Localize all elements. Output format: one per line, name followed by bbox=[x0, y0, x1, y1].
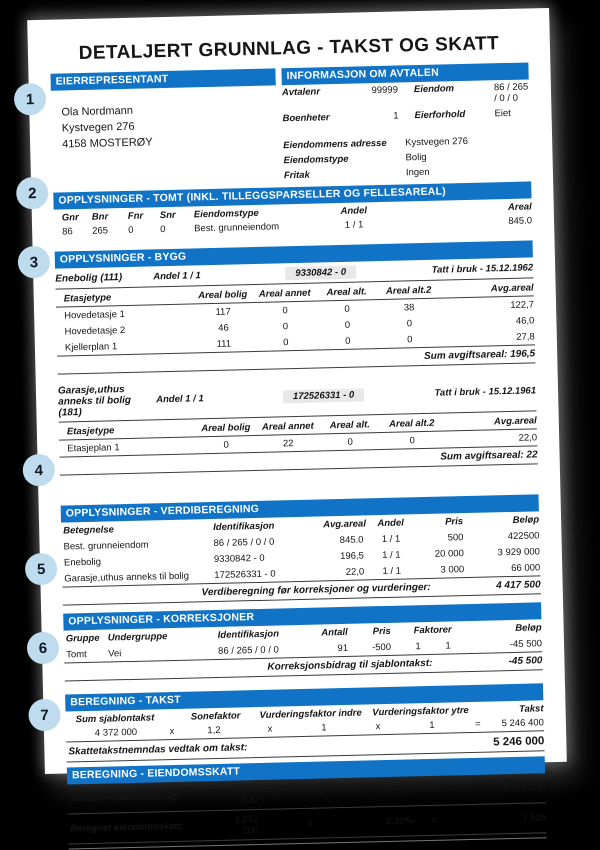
eiendom-label: Eiendom bbox=[413, 83, 455, 96]
cell: 70% bbox=[306, 787, 327, 799]
annotation-badge-3: 3 bbox=[18, 246, 51, 279]
cell: 3 272 200 bbox=[234, 813, 259, 836]
col-header: Areal bolig bbox=[201, 422, 251, 435]
tomt-header-bar: OPPLYSNINGER - TOMT (INKL. TILLEGGSPARSELLER OG FELLESAREAL) bbox=[53, 181, 531, 209]
cell: 86 / 265 / 0 / 0 bbox=[217, 644, 279, 657]
avtalenr-value: 99999 bbox=[371, 84, 399, 97]
cell: 1 bbox=[429, 719, 435, 731]
cell: 0 bbox=[223, 439, 230, 451]
col-header: Sum sjablontakst bbox=[75, 712, 155, 726]
avtalenr-label: Avtalenr bbox=[281, 86, 321, 99]
boenheter-value: 1 bbox=[393, 110, 399, 122]
col-header: Gruppe bbox=[65, 632, 100, 645]
col-header: Gnr bbox=[61, 212, 79, 224]
cell: 3 000 bbox=[440, 563, 465, 576]
owner-city: 4158 MOSTERØY bbox=[61, 136, 153, 151]
operator: x bbox=[307, 817, 313, 829]
document-content bbox=[27, 8, 567, 836]
col-header: Betegnelse bbox=[63, 524, 115, 537]
cell: 22 bbox=[282, 438, 294, 450]
col-header: Sonefaktor bbox=[190, 710, 241, 723]
bygg-header-bar: OPPLYSNINGER - BYGG bbox=[55, 240, 533, 268]
col-header: Areal alt. bbox=[326, 286, 367, 299]
owner-name: Ola Nordmann bbox=[61, 104, 134, 119]
vedtak-label: Skattetakstnemndas vedtak om takst: bbox=[68, 742, 248, 758]
building-name: Enebolig (111) bbox=[55, 272, 123, 285]
cell: 400 000 bbox=[378, 785, 414, 798]
eiendomstype-label: Eiendomstype bbox=[283, 153, 349, 167]
cell: 1 / 1 bbox=[382, 549, 401, 561]
owner-column bbox=[50, 68, 278, 188]
korr-header-bar: OPPLYSNINGER - KORREKSJONER bbox=[63, 602, 541, 630]
cell: 0 bbox=[344, 319, 351, 331]
takst-header-bar: BEREGNING - TAKST bbox=[65, 683, 543, 711]
cell: 1 / 1 bbox=[382, 565, 402, 577]
cell: -500 bbox=[371, 641, 392, 653]
annotation-badge-6: 6 bbox=[27, 632, 60, 665]
col-header: Antall bbox=[321, 626, 348, 639]
building-id-chip: 9330842 - 0 bbox=[285, 266, 356, 281]
col-header: Avg.areal bbox=[323, 518, 367, 531]
col-header: Vurderingsfaktor indre bbox=[259, 707, 362, 721]
section-beregning-takst bbox=[65, 683, 544, 762]
cell: 0 bbox=[282, 305, 288, 317]
cell: 0 bbox=[409, 435, 415, 447]
col-header: Pris bbox=[445, 516, 464, 528]
annotation-badge-4: 4 bbox=[22, 454, 55, 487]
cell: Enebolig bbox=[63, 556, 102, 569]
cell: Hovedetasje 2 bbox=[64, 325, 126, 338]
building-tatt-i-bruk: Tatt i bruk - 15.12.1962 bbox=[431, 262, 534, 276]
beregnet-skatt-label: Beregnet eiendomsskatt: bbox=[70, 820, 184, 835]
cell: 0 bbox=[407, 334, 413, 346]
col-header: Faktorer bbox=[413, 624, 452, 637]
cell: 111 bbox=[216, 338, 232, 350]
col-header: Pris bbox=[372, 625, 391, 638]
col-header: Fnr bbox=[127, 210, 144, 222]
col-header: Bnr bbox=[91, 211, 109, 223]
cell: 38 bbox=[403, 302, 415, 314]
section-eiendomsskatt bbox=[67, 756, 547, 849]
col-header: Areal bolig bbox=[198, 289, 248, 302]
operator: x bbox=[169, 725, 175, 738]
eiendomstype-value: Bolig bbox=[405, 151, 427, 164]
korr-sum-label: Korreksjonsbidrag til sjablontakst: bbox=[267, 657, 433, 673]
cell: 0 bbox=[347, 436, 353, 448]
cell: 66 000 bbox=[511, 561, 541, 574]
building-andel: Andel 1 / 1 bbox=[156, 393, 204, 406]
col-header: Areal alt. bbox=[329, 419, 371, 432]
col-header: Areal alt.2 bbox=[385, 284, 432, 297]
cell: 1 / 1 bbox=[344, 219, 364, 231]
col-header: Beløp bbox=[515, 622, 542, 634]
section-verdiberegning bbox=[61, 494, 541, 605]
col-header: Snr bbox=[159, 209, 176, 222]
boenheter-label: Boenheter bbox=[282, 112, 330, 125]
building-block bbox=[58, 370, 538, 475]
cell: 172526331 - 0 bbox=[214, 568, 276, 581]
cell: Kjellerplan 1 bbox=[64, 341, 118, 354]
cell: 22,0 bbox=[345, 565, 365, 578]
col-header: Areal annet bbox=[258, 287, 311, 300]
col-header: Etasjetype bbox=[63, 292, 112, 305]
col-header: Avg.areal bbox=[490, 282, 534, 295]
fritak-value: Ingen bbox=[405, 166, 430, 179]
agreement-header-bar: INFORMASJON OM AVTALEN bbox=[281, 62, 528, 85]
skatt-header-bar: BEREGNING - EIENDOMSSKATT bbox=[67, 756, 545, 784]
eiendom-value: 86 / 265 / 0 / 0 bbox=[493, 81, 529, 105]
operator: = bbox=[430, 784, 437, 796]
building-sum-row: Sum avgiftsareal: 22 bbox=[59, 445, 537, 475]
annotation-badge-5: 5 bbox=[25, 553, 58, 586]
vedtak-value: 5 246 000 bbox=[493, 734, 545, 748]
section-tomt bbox=[53, 181, 532, 237]
cell: Best. grunneiendom bbox=[194, 221, 280, 235]
cell: 91 bbox=[337, 642, 349, 654]
col-header: Vurderingsfaktor ytre bbox=[372, 705, 469, 719]
operator: x bbox=[267, 723, 273, 735]
col-header: Takst bbox=[518, 703, 544, 715]
cell: Garasje,uthus anneks til bolig bbox=[64, 570, 190, 585]
operator: - bbox=[346, 786, 351, 798]
cell: 3 272 200 bbox=[503, 782, 546, 795]
document-title: DETALJERT GRUNNLAG - TAKST OG SKATT bbox=[78, 33, 500, 65]
agreement-column bbox=[281, 62, 531, 183]
cell: 5 246 000 bbox=[233, 783, 258, 806]
korr-sum-value: -45 500 bbox=[508, 655, 543, 668]
cell: 46,0 bbox=[515, 315, 535, 327]
col-header: Andel bbox=[377, 517, 404, 530]
cell: 1 bbox=[321, 722, 327, 734]
col-header: Areal annet bbox=[261, 420, 314, 433]
verdi-sum-label: Verdiberegning før korreksjoner og vurderinger: bbox=[201, 581, 431, 599]
eierforhold-label: Eierforhold bbox=[414, 108, 466, 122]
cell: 1 bbox=[415, 640, 421, 652]
col-header: Avg.areal bbox=[493, 415, 537, 428]
annotation-badge-1: 1 bbox=[14, 83, 47, 116]
col-header: Eiendomstype bbox=[193, 207, 259, 221]
annotation-badge-2: 2 bbox=[16, 177, 49, 210]
col-header: Identifikasjon bbox=[217, 628, 280, 641]
cell: 122,7 bbox=[510, 299, 535, 311]
cell: 0 bbox=[128, 224, 134, 236]
verdi-sum-value: 4 417 500 bbox=[496, 579, 541, 592]
cell: 86 bbox=[62, 226, 73, 238]
document-page bbox=[25, 8, 567, 836]
cell: 0 bbox=[283, 337, 289, 349]
building-block bbox=[55, 257, 535, 374]
owner-street: Kystvegen 276 bbox=[61, 120, 135, 135]
section-korreksjoner bbox=[63, 602, 542, 681]
owner-address-block bbox=[61, 99, 277, 152]
cell: Hovedetasje 1 bbox=[64, 309, 126, 322]
col-header: Areal alt.2 bbox=[388, 417, 435, 430]
cell: 46 bbox=[218, 322, 229, 334]
cell: 845.0 bbox=[508, 215, 533, 227]
cell: 500 bbox=[447, 531, 464, 543]
cell: -45 500 bbox=[509, 637, 543, 650]
cell: Vei bbox=[108, 647, 122, 660]
col-header: Undergruppe bbox=[107, 631, 168, 644]
cell: 1 / 1 bbox=[381, 533, 401, 545]
takst-result: 5 246 400 bbox=[501, 717, 545, 730]
adresse-label: Eiendommens adresse bbox=[283, 137, 387, 152]
col-header: Etasjetype bbox=[66, 425, 115, 438]
cell: 0 bbox=[406, 318, 413, 330]
annotation-badge-7: 7 bbox=[28, 699, 61, 732]
building-tatt-i-bruk: Tatt i bruk - 15.12.1961 bbox=[434, 385, 537, 399]
cell: 4 372 000 bbox=[94, 726, 138, 739]
section-bygg bbox=[55, 240, 538, 475]
operator: = bbox=[431, 814, 438, 826]
cell: 2,30‰ bbox=[386, 815, 415, 828]
building-andel: Andel 1 / 1 bbox=[153, 270, 201, 283]
cell: 117 bbox=[215, 306, 231, 318]
adresse-value: Kystvegen 276 bbox=[405, 135, 469, 149]
owner-header-bar: EIERREPRESENTANT bbox=[50, 68, 275, 90]
cell: 7 526 bbox=[522, 812, 547, 824]
eierforhold-value: Eiet bbox=[494, 107, 512, 120]
verdi-header-bar: OPPLYSNINGER - VERDIBEREGNING bbox=[61, 494, 539, 522]
skattenivaa-label: Skattenivå/bunnfradrag: bbox=[69, 790, 179, 805]
operator: = bbox=[474, 718, 481, 730]
cell: 265 bbox=[92, 225, 109, 237]
cell: Etasjeplan 1 bbox=[67, 442, 120, 455]
col-header: Areal bbox=[507, 201, 532, 213]
section-owner-agreement bbox=[50, 62, 531, 188]
operator: x bbox=[274, 788, 280, 800]
cell: 22,0 bbox=[518, 432, 538, 444]
cell: 86 / 265 / 0 / 0 bbox=[213, 536, 275, 549]
cell: 0 bbox=[344, 303, 350, 315]
col-header: Beløp bbox=[512, 514, 540, 526]
cell: 9330842 - 0 bbox=[213, 552, 265, 565]
fritak-label: Fritak bbox=[283, 169, 310, 182]
cell: 0 bbox=[345, 335, 351, 347]
cell: 0 bbox=[282, 321, 289, 333]
cell: 27,8 bbox=[516, 331, 535, 343]
cell: 845.0 bbox=[339, 533, 364, 546]
col-header: Identifikasjon bbox=[213, 520, 275, 534]
col-header: Andel bbox=[340, 205, 368, 217]
cell: 1,2 bbox=[207, 724, 221, 737]
operator: x bbox=[375, 721, 381, 733]
building-sum-row: Sum avgiftsareal: 196,5 bbox=[57, 344, 535, 374]
building-name: Garasje,uthus anneks til bolig (181) bbox=[57, 384, 132, 419]
cell: 422500 bbox=[507, 529, 540, 542]
cell: 3 929 000 bbox=[497, 545, 540, 558]
cell: Best. grunneiendom bbox=[63, 539, 149, 553]
cell: 0 bbox=[160, 224, 166, 236]
cell: 196,5 bbox=[339, 549, 365, 562]
cell: Tomt bbox=[66, 648, 87, 661]
cell: 1 bbox=[445, 639, 451, 652]
cell: 20 000 bbox=[434, 547, 464, 560]
building-id-chip: 172526331 - 0 bbox=[283, 388, 365, 403]
